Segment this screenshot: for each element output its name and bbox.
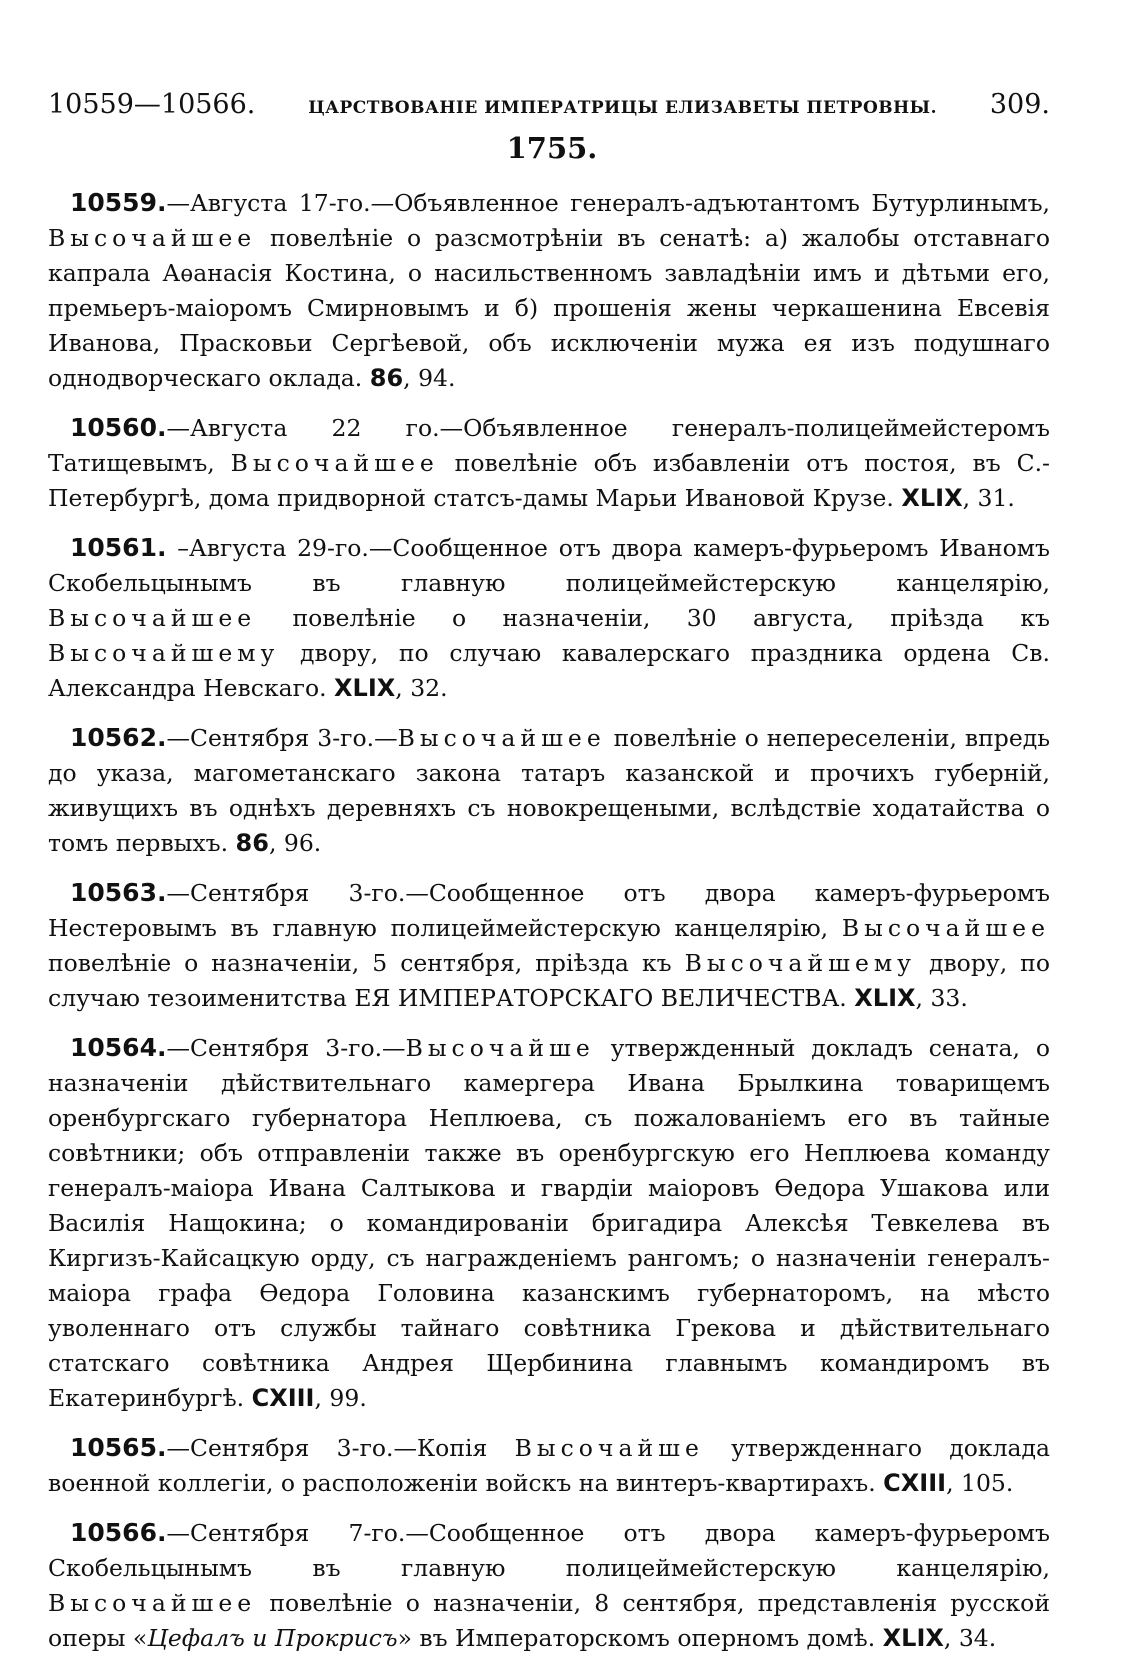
- entry-text: повелѣніе о непереселеніи, впредь до указа, магометанскаго закона татаръ казанской и прочихъ губерній, живущихъ въ однѣхъ деревняхъ съ новокрещеными, вслѣдствіе ходатайства о томъ первыхъ.: [48, 724, 1051, 857]
- emphasis-text: Высочайшее: [48, 1589, 257, 1617]
- entry-text: —Сентября 3-го.—Копія: [166, 1434, 515, 1462]
- entry-10566: [48, 1515, 1050, 1656]
- entry-10562: [48, 720, 1050, 861]
- entry-text: повелѣніе о назначеніи, 30 августа, пріѣзда къ: [256, 604, 1050, 632]
- volume-reference: XLIX: [901, 484, 963, 512]
- volume-reference: CXIII: [251, 1384, 315, 1412]
- entry-text: —Сентября 3-го.—: [166, 724, 398, 752]
- entry-10559: [48, 185, 1050, 396]
- entry-text: утвержденный докладъ сената, о назначеніи дѣйствительнаго камергера Ивана Брылкина товарищемъ оренбургскаго губернатора Неплюева, съ пожалованіемъ его въ тайные совѣтники; объ отправленіи также въ оренбургскую его Неплюева команду генералъ-маіора Ивана Салтыкова и гвардіи маіоровъ Ѳедора Ушакова или Василія Нащокина; о командированіи бригадира Алексѣя Тевкелева въ Киргизъ-Кайсацкую орду, съ награжденіемъ рангомъ; о назначеніи генералъ-маіора графа Ѳедора Головина казанскимъ губернаторомъ, на мѣсто уволеннаго отъ службы тайнаго совѣтника Грекова и дѣйствительнаго статскаго совѣтника Андрея Щербинина главнымъ командиромъ въ Екатеринбургѣ.: [48, 1034, 1050, 1412]
- entry-number: 10563.: [70, 878, 167, 907]
- volume-reference: CXIII: [883, 1469, 947, 1497]
- page-header: [48, 88, 1050, 125]
- emphasis-text: Высочайшее: [230, 449, 439, 477]
- entry-10561: [48, 530, 1050, 706]
- year-heading: 1755.: [506, 131, 598, 165]
- entry-number: 10559.: [70, 188, 167, 217]
- volume-reference: XLIX: [854, 984, 916, 1012]
- page-reference: , 94.: [403, 364, 456, 392]
- page-reference: , 33.: [915, 984, 968, 1012]
- entry-10565: [48, 1430, 1050, 1501]
- volume-reference: 86: [235, 829, 269, 857]
- page-reference: , 105.: [946, 1469, 1014, 1497]
- entry-text: двору, по случаю тезоименитства ЕЯ ИМПЕРАТОРСКАГО ВЕЛИЧЕСТВА.: [48, 949, 1050, 1012]
- emphasis-text: Высочайшее: [397, 724, 606, 752]
- running-title: ЦАРСТВОВАНІЕ ИМПЕРАТРИЦЫ ЕЛИЗАВЕТЫ ПЕТРОВНЫ.: [308, 98, 938, 118]
- entry-10564: [48, 1030, 1050, 1416]
- entry-text: повелѣніе о разсмотрѣніи въ сенатѣ: а) жалобы отставнаго капрала Аѳанасія Костина, о насильственномъ завладѣніи имъ и дѣтьми его, премьеръ-маіоромъ Смирновымъ и б) прошенія жены черкашенина Евсевія Иванова, Прасковьи Сергѣевой, объ исключеніи мужа ея изъ подушнаго однодворческаго оклада.: [48, 224, 1050, 392]
- emphasis-text: Высочайшему: [684, 949, 916, 977]
- volume-reference: XLIX: [882, 1624, 944, 1652]
- page-reference: , 32.: [395, 674, 448, 702]
- volume-reference: XLIX: [334, 674, 396, 702]
- page-reference: , 34.: [943, 1624, 997, 1652]
- page-number: 309.: [989, 89, 1050, 120]
- emphasis-text: Высочайше: [405, 1034, 595, 1062]
- entry-text: —Сентября 3-го.—: [166, 1034, 406, 1062]
- emphasis-text: Высочайшее: [48, 224, 257, 252]
- emphasis-text: Высочайшему: [48, 639, 280, 667]
- entry-number: 10561.: [70, 533, 167, 562]
- entry-10560: [48, 410, 1050, 516]
- page-reference: , 99.: [314, 1384, 367, 1412]
- entry-number: 10562.: [70, 723, 167, 752]
- emphasis-text: Высочайше: [514, 1434, 704, 1462]
- entry-text: повелѣніе о назначеніи, 5 сентября, пріѣзда къ: [48, 949, 685, 977]
- entry-number: 10560.: [70, 413, 167, 442]
- entry-text: –Августа 29-го.—Сообщенное отъ двора камеръ-фурьеромъ Иваномъ Скобельцынымъ въ главную полицеймейстерскую канцелярію,: [48, 534, 1050, 597]
- entry-text: двору, по случаю кавалерскаго праздника ордена Св. Александра Невскаго.: [48, 639, 1050, 702]
- volume-reference: 86: [369, 364, 404, 392]
- entry-number: 10564.: [70, 1033, 167, 1062]
- entry-text: —Сентября 7-го.—Сообщенное отъ двора камеръ-фурьеромъ Скобельцынымъ въ главную полицеймейстерскую канцелярію,: [48, 1519, 1050, 1582]
- entry-10563: [48, 875, 1050, 1016]
- entry-text: утвержденнаго доклада военной коллегіи, о расположеніи войскъ на винтеръ-квартирахъ.: [48, 1434, 1051, 1497]
- entry-text: —Августа 17-го.—Объявленное генералъ-адъютантомъ Бутурлинымъ,: [166, 189, 1050, 217]
- emphasis-text: Высочайшее: [48, 604, 257, 632]
- entry-text: —Сентября 3-го.—Сообщенное отъ двора камеръ-фурьеромъ Нестеровымъ въ главную полицеймейстерскую канцелярію,: [48, 879, 1050, 942]
- emphasis-text: Высочайшее: [841, 914, 1050, 942]
- entry-number: 10566.: [70, 1518, 167, 1547]
- entry-text: повелѣніе о назначеніи, 8 сентября, представленія русской оперы «: [48, 1589, 1050, 1652]
- entry-number: 10565.: [70, 1433, 167, 1462]
- entry-text: Цефалъ и Прокрисъ: [147, 1624, 398, 1652]
- page-reference: , 96.: [268, 829, 322, 857]
- entry-text: повелѣніе объ избавленіи отъ постоя, въ С.-Петербургѣ, дома придворной статсъ-дамы Марьи Ивановой Крузе.: [48, 449, 1050, 512]
- entry-text: —Августа 22 го.—Объявленное генералъ-полицеймейстеромъ Татищевымъ,: [48, 414, 1050, 477]
- page-reference: , 31.: [962, 484, 1015, 512]
- entry-range: 10559—10566.: [48, 89, 256, 120]
- entry-text: » въ Императорскомъ оперномъ домѣ.: [397, 1624, 883, 1652]
- entries-list: [48, 185, 1050, 1656]
